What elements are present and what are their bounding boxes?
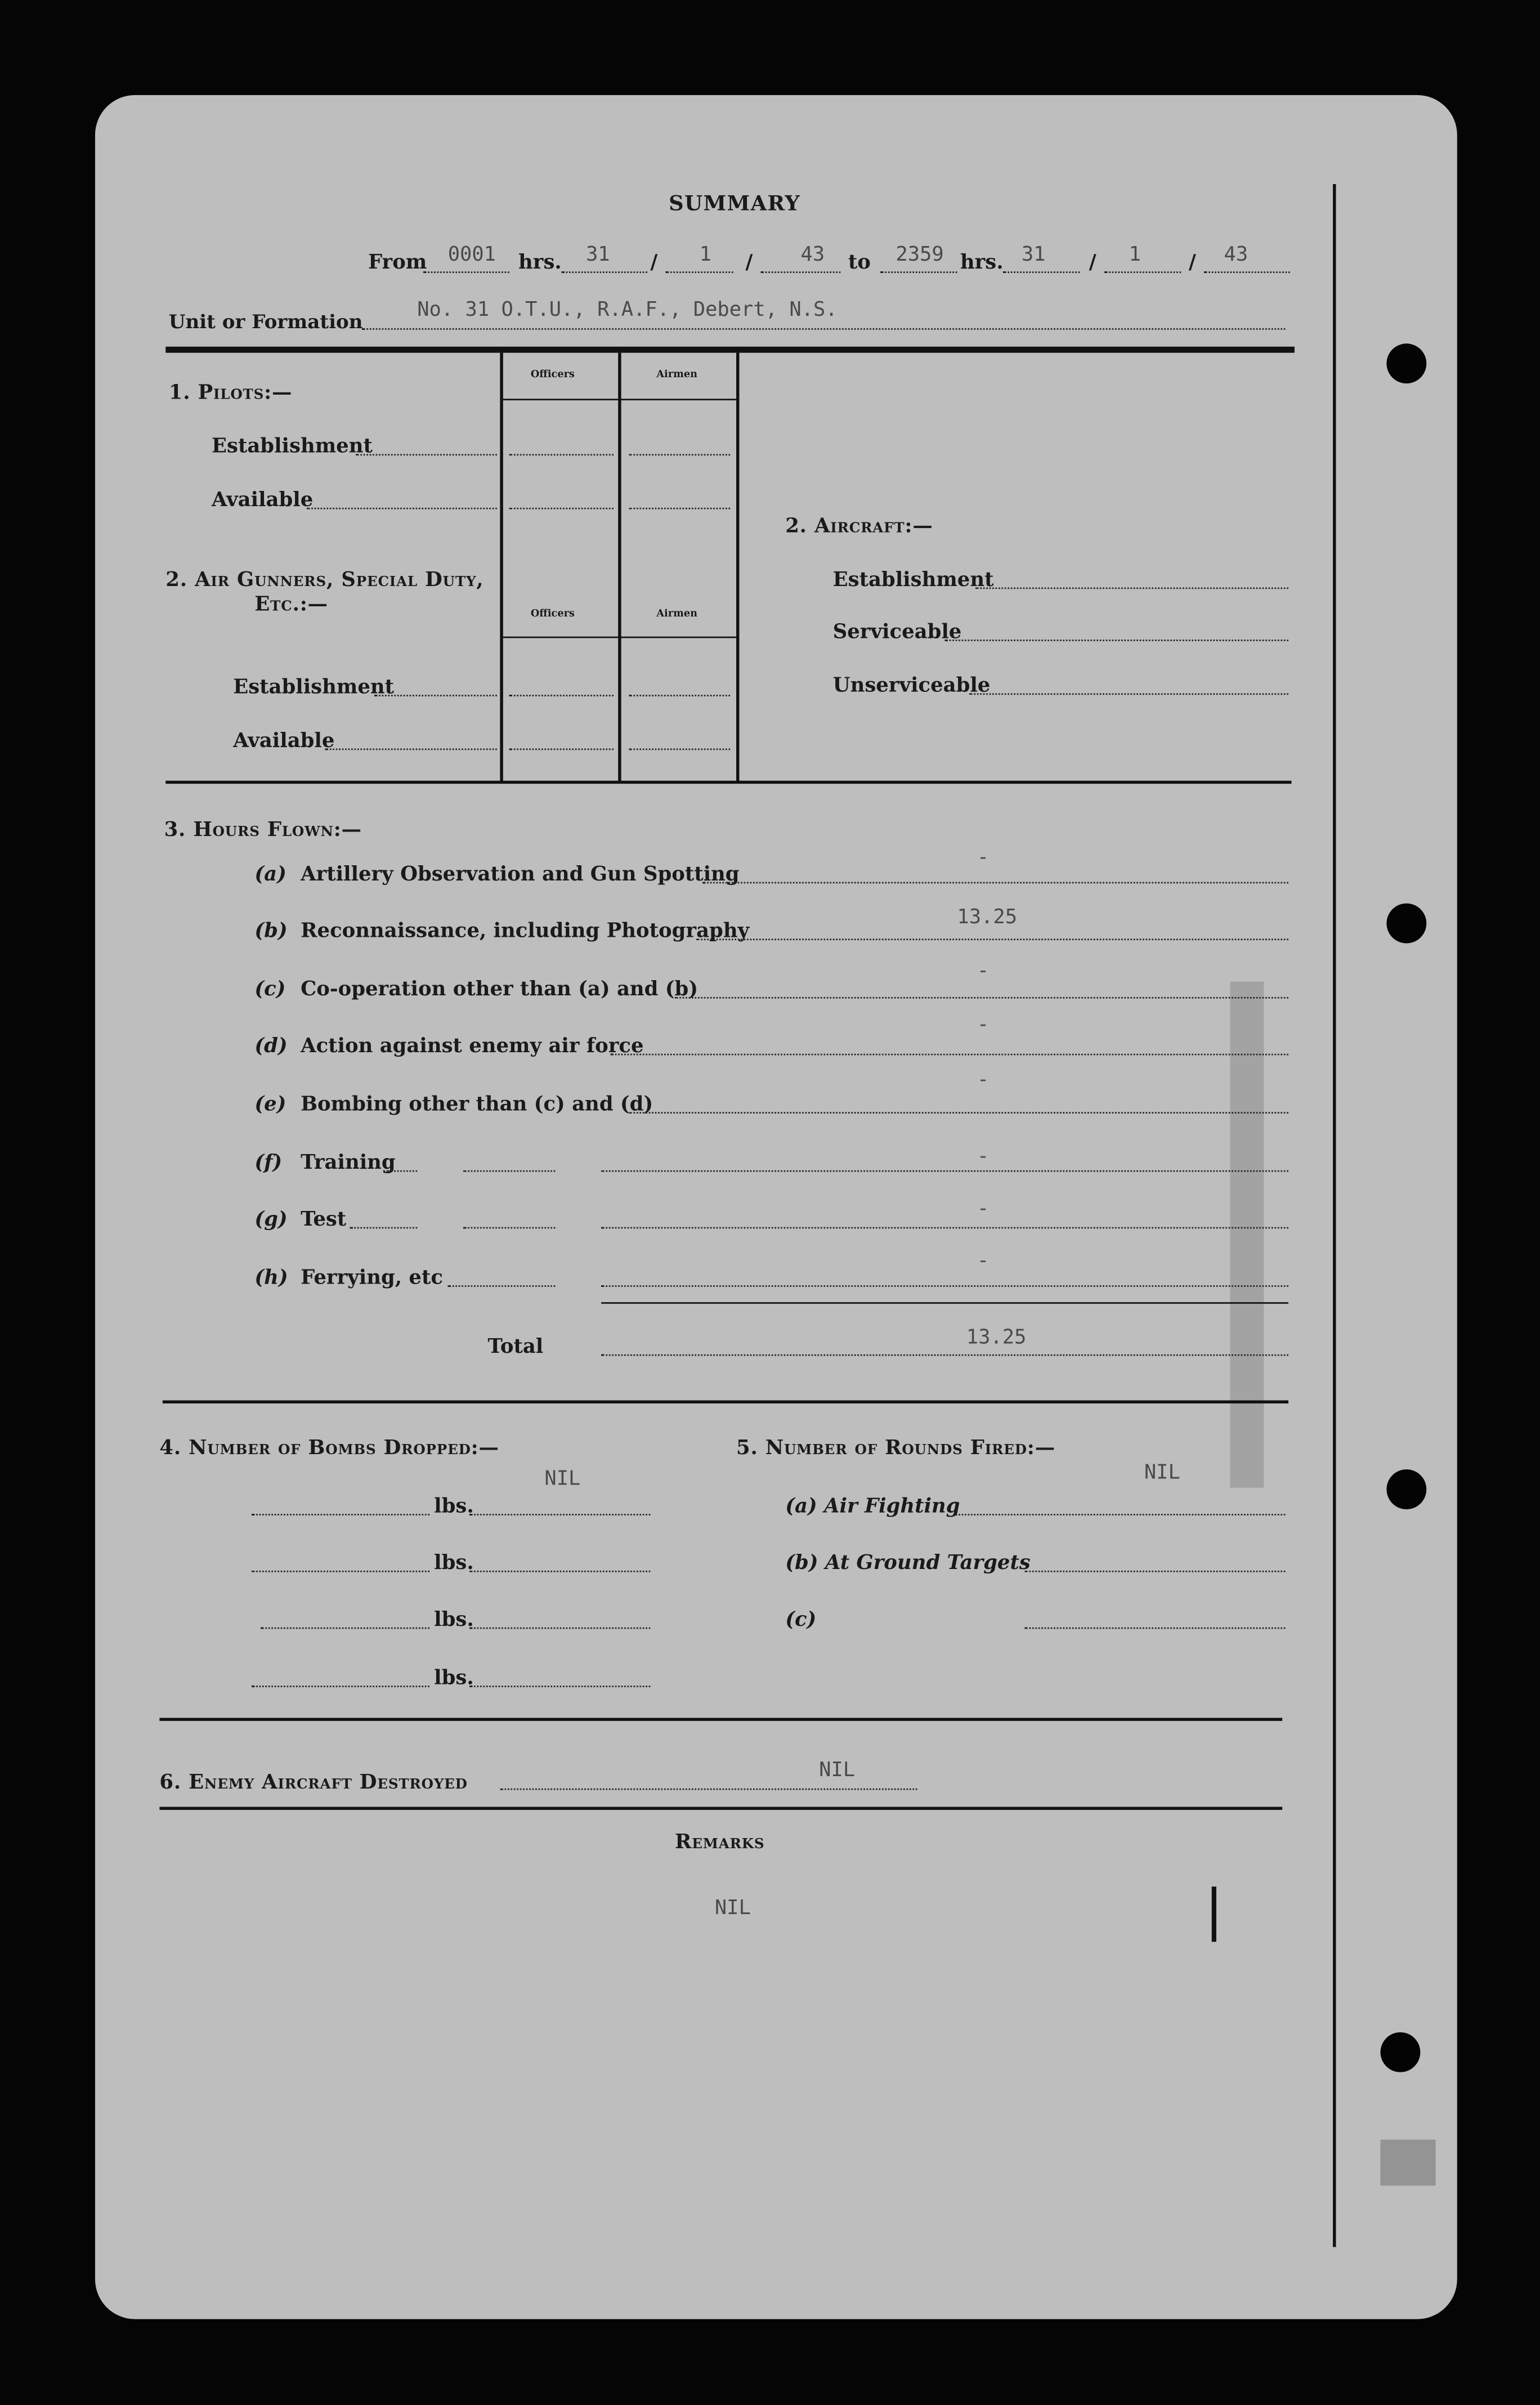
hours-heading: 3. Hours Flown:— [164,819,362,842]
dotted-line [1104,271,1181,273]
punch-hole [1386,1469,1426,1509]
dotted-line [880,271,957,273]
dotted-line [362,328,1285,330]
from-time: 0001 [447,244,496,267]
date-separator: / [745,251,753,275]
hours-b-letter: (b) [254,920,288,944]
dotted-line [675,997,1288,999]
from-day: 31 [585,244,610,267]
date-separator: / [1188,251,1196,275]
hours-f-value: - [977,1146,990,1169]
table-rule [736,353,739,783]
to-month: 1 [1129,244,1141,267]
total-label: Total [487,1336,544,1359]
dotted-line [252,1571,429,1572]
dotted-line [469,1686,651,1687]
to-time: 2359 [896,244,944,267]
dotted-line [469,1628,651,1629]
dotted-line [629,508,730,509]
dotted-line [611,1054,1288,1056]
col-airmen: Airmen [656,368,698,381]
dotted-line [356,454,497,455]
dotted-line [387,1170,418,1172]
section-rule [163,1400,1288,1403]
date-separator: / [650,251,658,275]
hours-a-value: - [977,846,990,870]
pilots-heading: 1. Pilots:— [168,382,293,405]
dotted-line [696,938,1288,940]
section-rule [165,347,1295,353]
hours-e-letter: (e) [254,1093,286,1117]
to-year: 43 [1224,244,1248,267]
date-separator: / [1089,251,1096,275]
dotted-line [463,1170,556,1172]
dotted-line [601,1170,1288,1172]
gunners-heading: 2. Air Gunners, Special Duty, [165,569,484,592]
section-rule [159,1718,1282,1720]
hours-a-label: Artillery Observation and Gun Spotting [301,863,740,887]
dotted-line [629,454,730,455]
hours-h-label: Ferrying, etc [301,1267,443,1290]
lbs-label: lbs. [434,1609,474,1632]
dotted-line [954,1514,1286,1516]
dotted-line [463,1227,556,1229]
bombs-heading: 4. Number of Bombs Dropped:— [159,1437,499,1460]
from-month: 1 [699,244,711,267]
dotted-line [252,1686,429,1687]
rounds-air-label: (a) Air Fighting [785,1495,960,1519]
dotted-line [509,749,614,750]
rounds-ground-label: (b) At Ground Targets [785,1552,1031,1576]
dotted-line [1024,1571,1285,1572]
dotted-line [666,271,733,273]
hours-b-value: 13.25 [957,906,1018,930]
hours-c-letter: (c) [254,978,286,1002]
dotted-line [629,1112,1288,1114]
hours-b-label: Reconnaissance, including Photography [301,920,750,944]
dotted-line [252,1514,429,1516]
punch-hole [1386,904,1426,944]
from-label: From [368,251,427,275]
total-value: 13.25 [966,1326,1027,1350]
dotted-line [509,454,614,455]
col-officers: Officers [530,607,575,620]
dotted-line [469,1514,651,1516]
hrs-label: hrs. [960,251,1004,275]
gunners-heading-cont: Etc.:— [254,593,328,617]
enemy-label: 6. Enemy Aircraft Destroyed [159,1771,468,1795]
dotted-line [1003,271,1080,273]
unit-value: No. 31 O.T.U., R.A.F., Debert, N.S. [417,299,838,323]
from-year: 43 [800,244,825,267]
table-rule [503,399,736,400]
dotted-line [601,1285,1288,1287]
punch-hole [1381,2032,1421,2072]
dotted-line [1204,271,1290,273]
to-label: to [848,251,871,275]
lbs-label: lbs. [434,1495,474,1519]
col-airmen: Airmen [656,607,698,620]
rounds-heading: 5. Number of Rounds Fired:— [736,1437,1055,1460]
margin-rule [1333,184,1336,2247]
hours-d-label: Action against enemy air force [301,1035,644,1058]
aircraft-establishment-label: Establishment [832,569,994,592]
hours-c-label: Co-operation other than (a) and (b) [301,978,699,1002]
dotted-line [374,695,497,696]
pilots-available-label: Available [212,489,314,512]
punch-hole [1386,343,1426,383]
remarks-value: NIL [714,1897,751,1921]
dotted-line [350,1227,417,1229]
dotted-line [325,749,497,750]
hrs-label: hrs. [518,251,562,275]
dotted-line [261,1628,429,1629]
hours-g-value: - [977,1197,990,1221]
rounds-value: NIL [1144,1461,1180,1485]
table-rule [503,637,736,638]
dotted-line [629,749,730,750]
dotted-line [601,1355,1288,1356]
hours-d-value: - [977,1013,990,1037]
table-rule [500,353,503,783]
dotted-line [448,1285,556,1287]
remarks-heading: Remarks [675,1831,765,1854]
hours-c-value: - [977,960,990,984]
table-rule [618,353,621,783]
total-rule [601,1302,1288,1304]
dotted-line [975,587,1288,589]
hours-e-value: - [977,1069,990,1092]
dotted-line [1024,1628,1285,1629]
dotted-line [945,640,1288,641]
dotted-line [500,1789,917,1790]
enemy-value: NIL [819,1759,856,1782]
hours-g-letter: (g) [254,1208,288,1232]
dotted-line [509,508,614,509]
dotted-line [761,271,841,273]
hours-h-value: - [977,1250,990,1273]
lbs-label: lbs. [434,1667,474,1691]
dotted-line [969,693,1288,695]
hours-d-letter: (d) [254,1035,288,1058]
dotted-line [702,882,1288,884]
bombs-value: NIL [544,1468,581,1491]
dotted-line [423,271,509,273]
section-rule [165,781,1291,784]
dotted-line [469,1571,651,1572]
dotted-line [629,695,730,696]
faint-stamp [1230,982,1264,1488]
hours-e-label: Bombing other than (c) and (d) [301,1093,653,1117]
dotted-line [601,1227,1288,1229]
gunners-establishment-label: Establishment [233,676,395,700]
pen-mark [1212,1887,1216,1942]
hours-f-label: Training [301,1152,396,1175]
dotted-line [561,271,647,273]
lbs-label: lbs. [434,1552,474,1576]
stain [1381,2140,1436,2186]
gunners-available-label: Available [233,730,335,753]
section-rule [159,1807,1282,1809]
aircraft-serviceable-label: Serviceable [832,621,962,645]
pilots-establishment-label: Establishment [212,435,373,459]
rounds-other-label: (c) [785,1609,817,1632]
to-day: 31 [1021,244,1046,267]
col-officers: Officers [530,368,575,381]
hours-g-label: Test [301,1208,347,1232]
dotted-line [509,695,614,696]
hours-h-letter: (h) [254,1267,288,1290]
aircraft-heading: 2. Aircraft:— [785,515,933,539]
hours-a-letter: (a) [254,863,286,887]
aircraft-unserviceable-label: Unserviceable [832,674,991,698]
hours-f-letter: (f) [254,1152,283,1175]
dotted-line [307,508,497,509]
form-title: SUMMARY [669,191,800,217]
unit-label: Unit or Formation [168,310,363,333]
